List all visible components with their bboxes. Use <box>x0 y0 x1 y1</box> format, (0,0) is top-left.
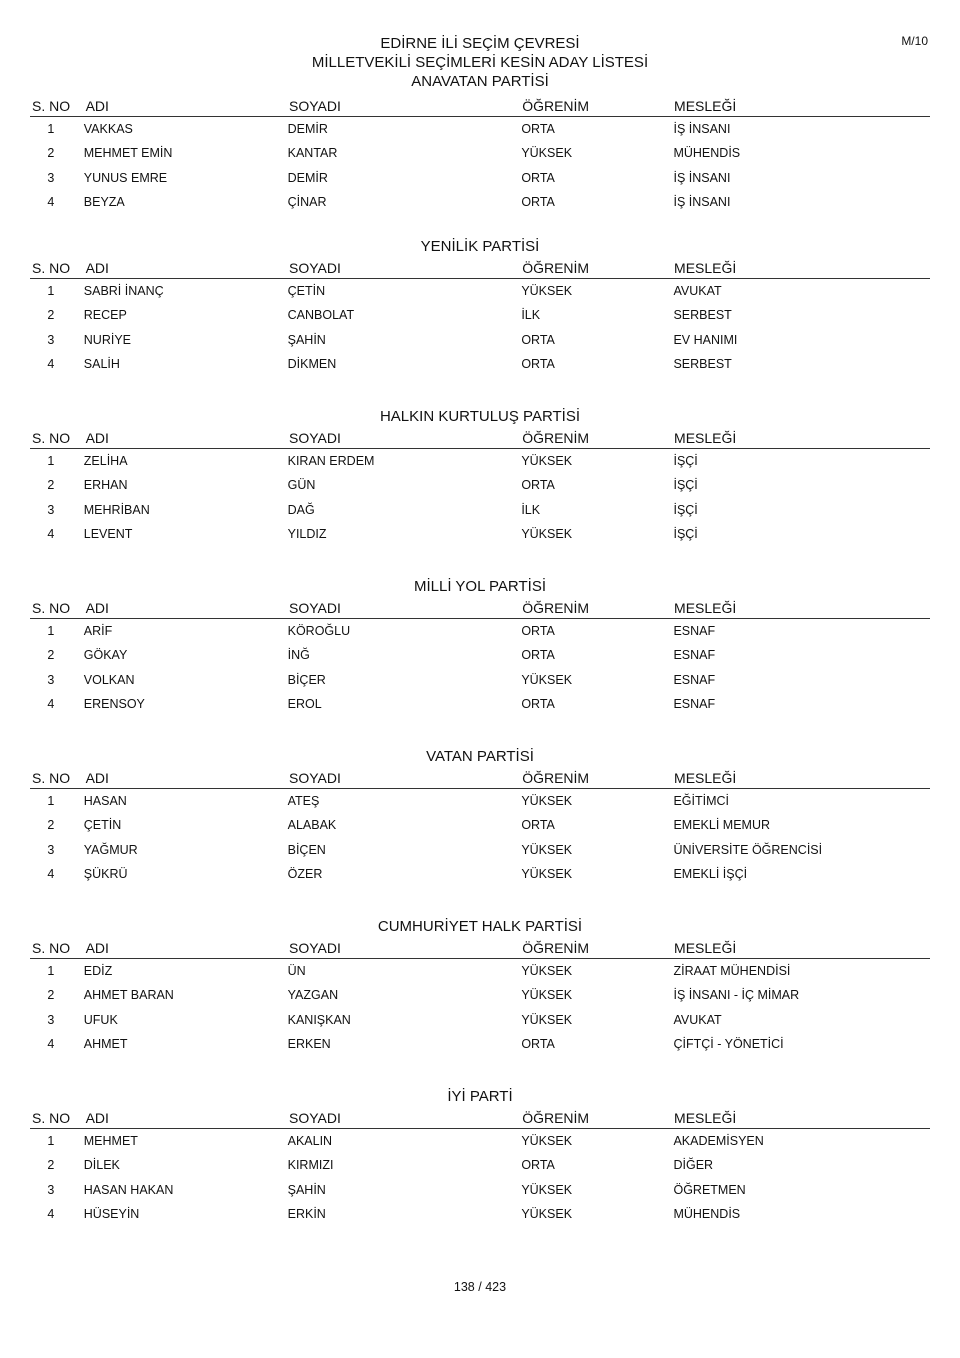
cell-no: 3 <box>47 332 55 347</box>
page-number: 138 <box>453 1280 475 1294</box>
cell-no: 3 <box>47 170 55 185</box>
cell-no: 1 <box>47 454 55 468</box>
cell-no: 1 <box>47 964 55 978</box>
cell-adi: SABRİ İNANÇ <box>83 284 164 298</box>
cell-ogrenim: ORTA <box>521 122 555 136</box>
cell-soyadi: KANIŞKAN <box>287 1012 351 1027</box>
cell-no: 2 <box>47 818 55 833</box>
cell-adi: RECEP <box>83 308 127 323</box>
cell-no: 4 <box>47 194 55 209</box>
header-ogrenim: ÖĞRENİM <box>520 428 672 449</box>
cell-no: 3 <box>47 1012 55 1027</box>
cell-adi: GÖKAY <box>83 648 128 663</box>
table-row <box>30 352 930 376</box>
cell-ogrenim: YÜKSEK <box>521 672 573 687</box>
cell-soyadi: EROL <box>287 696 322 711</box>
header-soyadi: SOYADI <box>287 1108 520 1129</box>
cell-meslegi: EMEKLİ MEMUR <box>673 818 771 833</box>
cell-meslegi: MÜHENDİS <box>673 1206 741 1221</box>
cell-no: 2 <box>47 478 55 493</box>
cell-ogrenim: YÜKSEK <box>521 866 573 881</box>
cell-ogrenim: YÜKSEK <box>521 146 573 161</box>
cell-meslegi: EMEKLİ İŞÇİ <box>673 866 748 881</box>
cell-meslegi: SERBEST <box>673 308 732 323</box>
cell-ogrenim: ORTA <box>521 1158 555 1173</box>
cell-ogrenim: ORTA <box>521 624 555 638</box>
cell-adi: AHMET BARAN <box>83 988 174 1003</box>
cell-no: 1 <box>47 794 55 808</box>
cell-soyadi: KIRMIZI <box>287 1158 334 1173</box>
cell-meslegi: ÇİFTÇİ - YÖNETİCİ <box>673 1036 784 1051</box>
cell-soyadi: KIRAN ERDEM <box>287 454 375 468</box>
table-row <box>30 668 930 692</box>
table-row <box>30 303 930 327</box>
cell-no: 4 <box>47 1206 55 1221</box>
cell-soyadi: ÜN <box>287 964 306 978</box>
header-adi: ADI <box>84 96 287 117</box>
title-province: EDİRNE İLİ SEÇİM ÇEVRESİ <box>380 35 580 52</box>
cell-adi: VOLKAN <box>83 672 135 687</box>
cell-ogrenim: YÜKSEK <box>521 964 573 978</box>
cell-soyadi: DEMİR <box>287 122 328 136</box>
cell-soyadi: ATEŞ <box>287 794 320 808</box>
cell-no: 1 <box>47 122 55 136</box>
table-header <box>30 428 930 449</box>
table-row <box>30 619 930 643</box>
cell-soyadi: BİÇEN <box>287 842 326 857</box>
cell-soyadi: DİKMEN <box>287 356 337 371</box>
cell-adi: YUNUS EMRE <box>83 170 168 185</box>
table-header <box>30 258 930 279</box>
header-meslegi: MESLEĞİ <box>672 428 930 449</box>
header-soyadi: SOYADI <box>287 96 520 117</box>
header-adi: ADI <box>84 428 287 449</box>
header-no: S. NO <box>30 598 84 619</box>
cell-ogrenim: YÜKSEK <box>521 284 573 298</box>
party-section <box>30 96 930 236</box>
cell-adi: HÜSEYİN <box>83 1206 140 1221</box>
header-meslegi: MESLEĞİ <box>672 96 930 117</box>
cell-adi: SALİH <box>83 356 120 371</box>
cell-soyadi: CANBOLAT <box>287 308 355 323</box>
cell-adi: ŞÜKRÜ <box>83 866 128 881</box>
cell-no: 2 <box>47 988 55 1003</box>
cell-soyadi: AKALIN <box>287 1134 333 1148</box>
cell-adi: ZELİHA <box>83 454 128 468</box>
table-row <box>30 522 930 546</box>
cell-adi: DİLEK <box>83 1158 120 1173</box>
table-row <box>30 1202 930 1226</box>
header-no: S. NO <box>30 258 84 279</box>
table-row <box>30 838 930 862</box>
header-adi: ADI <box>84 1108 287 1129</box>
header-meslegi: MESLEĞİ <box>672 938 930 959</box>
table-header <box>30 96 930 117</box>
table-header <box>30 1108 930 1129</box>
table-row <box>30 1178 930 1202</box>
cell-ogrenim: ORTA <box>521 194 555 209</box>
cell-ogrenim: YÜKSEK <box>521 526 573 541</box>
header-no: S. NO <box>30 1108 84 1129</box>
cell-ogrenim: YÜKSEK <box>521 988 573 1003</box>
table-row <box>30 1032 930 1056</box>
cell-ogrenim: YÜKSEK <box>521 1206 573 1221</box>
cell-no: 3 <box>47 672 55 687</box>
party-title: HALKIN KURTULUŞ PARTİSİ <box>379 408 581 425</box>
party-section <box>30 746 930 916</box>
cell-meslegi: İŞ İNSANI <box>673 122 731 136</box>
party-title: CUMHURİYET HALK PARTİSİ <box>377 918 583 935</box>
cell-ogrenim: YÜKSEK <box>521 794 573 808</box>
party-section <box>30 406 930 576</box>
header-soyadi: SOYADI <box>287 598 520 619</box>
cell-ogrenim: YÜKSEK <box>521 1182 573 1197</box>
table-header <box>30 768 930 789</box>
cell-no: 4 <box>47 526 55 541</box>
table-row <box>30 141 930 165</box>
cell-ogrenim: YÜKSEK <box>521 842 573 857</box>
header-ogrenim: ÖĞRENİM <box>520 96 672 117</box>
cell-ogrenim: ORTA <box>521 332 555 347</box>
document-title <box>0 34 960 91</box>
cell-soyadi: BİÇER <box>287 672 326 687</box>
cell-meslegi: İŞ İNSANI - İÇ MİMAR <box>673 988 800 1003</box>
header-ogrenim: ÖĞRENİM <box>520 1108 672 1129</box>
cell-adi: NURİYE <box>83 332 131 347</box>
cell-adi: ERHAN <box>83 478 128 493</box>
cell-adi: YAĞMUR <box>83 842 138 857</box>
cell-soyadi: İNĞ <box>287 648 310 663</box>
header-ogrenim: ÖĞRENİM <box>520 258 672 279</box>
cell-no: 3 <box>47 842 55 857</box>
cell-soyadi: ÇİNAR <box>287 194 327 209</box>
cell-ogrenim: İLK <box>521 502 541 517</box>
cell-meslegi: ÖĞRETMEN <box>673 1182 746 1197</box>
cell-no: 4 <box>47 356 55 371</box>
party-title: İYİ PARTİ <box>447 1088 513 1105</box>
cell-meslegi: ESNAF <box>673 672 716 687</box>
table-row <box>30 1153 930 1177</box>
header-meslegi: MESLEĞİ <box>672 258 930 279</box>
cell-adi: ÇETİN <box>83 818 122 833</box>
cell-ogrenim: ORTA <box>521 478 555 493</box>
cell-meslegi: MÜHENDİS <box>673 146 741 161</box>
cell-ogrenim: ORTA <box>521 818 555 833</box>
header-no: S. NO <box>30 938 84 959</box>
cell-no: 3 <box>47 502 55 517</box>
cell-ogrenim: ORTA <box>521 356 555 371</box>
cell-meslegi: EV HANIMI <box>673 332 738 347</box>
cell-no: 2 <box>47 146 55 161</box>
cell-ogrenim: YÜKSEK <box>521 1134 573 1148</box>
header-no: S. NO <box>30 428 84 449</box>
cell-no: 1 <box>47 284 55 298</box>
table-row <box>30 813 930 837</box>
party-title: VATAN PARTİSİ <box>426 748 534 765</box>
header-adi: ADI <box>84 258 287 279</box>
cell-soyadi: KÖROĞLU <box>287 624 351 638</box>
title-list: MİLLETVEKİLİ SEÇİMLERİ KESİN ADAY LİSTESİ <box>311 54 649 71</box>
cell-meslegi: EĞİTİMCİ <box>673 794 730 808</box>
table-row <box>30 862 930 886</box>
cell-no: 3 <box>47 1182 55 1197</box>
table-row <box>30 959 930 983</box>
header-soyadi: SOYADI <box>287 428 520 449</box>
cell-soyadi: ALABAK <box>287 818 337 833</box>
table-header <box>30 938 930 959</box>
table-row <box>30 279 930 303</box>
table-row <box>30 1008 930 1032</box>
cell-adi: LEVENT <box>83 526 133 541</box>
party-section <box>30 236 930 406</box>
cell-no: 4 <box>47 866 55 881</box>
header-ogrenim: ÖĞRENİM <box>520 598 672 619</box>
cell-ogrenim: YÜKSEK <box>521 1012 573 1027</box>
header-ogrenim: ÖĞRENİM <box>520 768 672 789</box>
cell-ogrenim: İLK <box>521 308 541 323</box>
cell-ogrenim: ORTA <box>521 170 555 185</box>
cell-no: 2 <box>47 308 55 323</box>
cell-no: 4 <box>47 696 55 711</box>
header-soyadi: SOYADI <box>287 938 520 959</box>
cell-meslegi: AKADEMİSYEN <box>673 1134 764 1148</box>
cell-adi: HASAN <box>83 794 127 808</box>
cell-no: 4 <box>47 1036 55 1051</box>
cell-meslegi: ÜNİVERSİTE ÖĞRENCİSİ <box>673 842 823 857</box>
cell-ogrenim: ORTA <box>521 696 555 711</box>
cell-ogrenim: YÜKSEK <box>521 454 573 468</box>
page-footer <box>0 1280 960 1294</box>
cell-adi: BEYZA <box>83 194 125 209</box>
header-adi: ADI <box>84 768 287 789</box>
cell-adi: HASAN HAKAN <box>83 1182 174 1197</box>
title-first-party: ANAVATAN PARTİSİ <box>411 73 549 90</box>
table-row <box>30 117 930 141</box>
cell-meslegi: İŞÇİ <box>673 454 698 468</box>
cell-meslegi: İŞÇİ <box>673 478 698 493</box>
header-adi: ADI <box>84 938 287 959</box>
cell-adi: MEHMET <box>83 1134 138 1148</box>
cell-meslegi: İŞÇİ <box>673 526 698 541</box>
cell-no: 2 <box>47 648 55 663</box>
header-soyadi: SOYADI <box>287 258 520 279</box>
cell-meslegi: AVUKAT <box>673 284 722 298</box>
cell-ogrenim: ORTA <box>521 648 555 663</box>
table-row <box>30 789 930 813</box>
header-adi: ADI <box>84 598 287 619</box>
party-section <box>30 576 930 746</box>
page-total: 423 <box>485 1280 507 1294</box>
header-soyadi: SOYADI <box>287 768 520 789</box>
cell-soyadi: DEMİR <box>287 170 328 185</box>
cell-adi: UFUK <box>83 1012 118 1027</box>
cell-soyadi: YAZGAN <box>287 988 339 1003</box>
header-meslegi: MESLEĞİ <box>672 598 930 619</box>
cell-soyadi: ERKEN <box>287 1036 331 1051</box>
cell-no: 2 <box>47 1158 55 1173</box>
cell-adi: EDİZ <box>83 964 113 978</box>
cell-meslegi: SERBEST <box>673 356 732 371</box>
cell-meslegi: ESNAF <box>673 696 716 711</box>
cell-meslegi: İŞ İNSANI <box>673 170 731 185</box>
cell-soyadi: DAĞ <box>287 502 315 517</box>
cell-meslegi: ZİRAAT MÜHENDİSİ <box>673 964 791 978</box>
candidate-sections <box>30 96 930 1256</box>
cell-adi: AHMET <box>83 1036 128 1051</box>
header-no: S. NO <box>30 768 84 789</box>
party-title: YENİLİK PARTİSİ <box>420 238 540 255</box>
cell-soyadi: ÖZER <box>287 866 323 881</box>
party-section <box>30 1086 930 1256</box>
table-row <box>30 449 930 473</box>
header-no: S. NO <box>30 96 84 117</box>
table-row <box>30 643 930 667</box>
cell-adi: MEHMET EMİN <box>83 146 173 161</box>
cell-soyadi: ŞAHİN <box>287 332 326 347</box>
table-row <box>30 166 930 190</box>
cell-meslegi: İŞ İNSANI <box>673 194 731 209</box>
header-meslegi: MESLEĞİ <box>672 1108 930 1129</box>
cell-adi: ERENSOY <box>83 696 145 711</box>
cell-adi: MEHRİBAN <box>83 502 150 517</box>
header-ogrenim: ÖĞRENİM <box>520 938 672 959</box>
party-title: MİLLİ YOL PARTİSİ <box>414 578 546 595</box>
cell-meslegi: DİĞER <box>673 1158 714 1173</box>
cell-soyadi: ERKİN <box>287 1206 326 1221</box>
table-row <box>30 190 930 214</box>
cell-no: 1 <box>47 624 55 638</box>
table-row <box>30 983 930 1007</box>
cell-soyadi: ÇETİN <box>287 284 326 298</box>
table-row <box>30 692 930 716</box>
table-row <box>30 473 930 497</box>
cell-meslegi: ESNAF <box>673 624 716 638</box>
cell-no: 1 <box>47 1134 55 1148</box>
cell-meslegi: AVUKAT <box>673 1012 722 1027</box>
cell-soyadi: YILDIZ <box>287 526 327 541</box>
cell-meslegi: İŞÇİ <box>673 502 698 517</box>
page-code: M/10 <box>901 34 928 48</box>
cell-meslegi: ESNAF <box>673 648 716 663</box>
cell-adi: ARİF <box>83 624 113 638</box>
table-row <box>30 328 930 352</box>
table-row <box>30 1129 930 1153</box>
party-section <box>30 916 930 1086</box>
cell-soyadi: GÜN <box>287 478 316 493</box>
table-header <box>30 598 930 619</box>
cell-ogrenim: ORTA <box>521 1036 555 1051</box>
table-row <box>30 498 930 522</box>
header-meslegi: MESLEĞİ <box>672 768 930 789</box>
cell-soyadi: KANTAR <box>287 146 338 161</box>
page-separator: / <box>478 1280 482 1294</box>
cell-soyadi: ŞAHİN <box>287 1182 326 1197</box>
cell-adi: VAKKAS <box>83 122 133 136</box>
